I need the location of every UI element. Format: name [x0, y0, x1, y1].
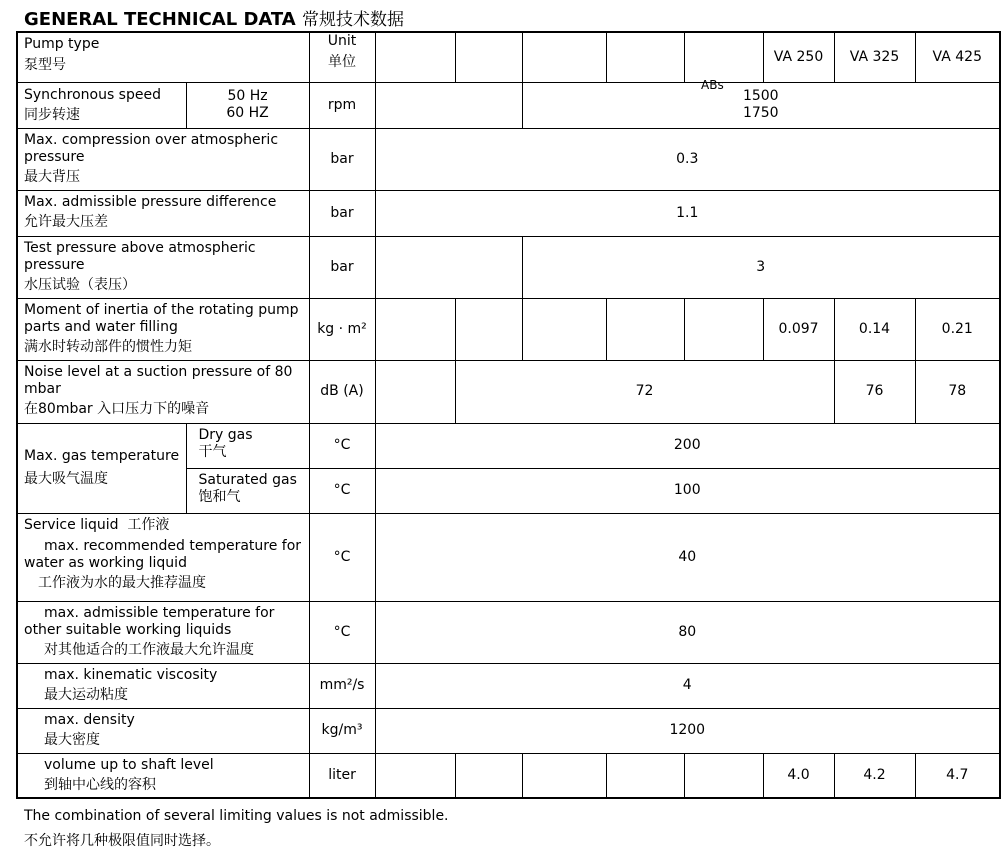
empty-cell [522, 32, 606, 82]
pump-type-cell [17, 32, 309, 82]
pressure-diff-unit: bar [309, 190, 375, 236]
rec-temp-en: max. recommended temperature for water as working liquid [24, 537, 302, 571]
adm-temp-value: 80 [375, 601, 1000, 663]
service-adm-temp-row [17, 601, 1000, 663]
pressure-diff-row [17, 190, 1000, 236]
service-adm-temp-label: max. admissible temperature for other suitable working liquids 对其他适合的工作液最大允许温度 [17, 601, 309, 663]
technical-data-table [16, 31, 1001, 799]
empty-cell [684, 298, 763, 360]
viscosity-value: 4 [375, 663, 1000, 708]
pump-type-label-cn: 泵型号 [24, 57, 66, 73]
compression-row [17, 128, 1000, 190]
unit-header: Unit 单位 [309, 32, 375, 82]
rec-temp-value: 40 [375, 513, 1000, 601]
empty-cell [375, 753, 455, 798]
noise-value: 72 [455, 360, 834, 423]
speed-unit: rpm [309, 82, 375, 128]
volume-va325: 4.2 [834, 753, 915, 798]
empty-cell [455, 32, 522, 82]
saturated-gas-value: 100 [375, 468, 1000, 513]
empty-cell [522, 753, 606, 798]
speed-row [17, 82, 1000, 128]
model-va250: VA 250 [763, 32, 834, 82]
pressure-diff-value: 1.1 [375, 190, 1000, 236]
empty-cell [606, 753, 684, 798]
test-pressure-row [17, 236, 1000, 298]
empty-cell [684, 753, 763, 798]
test-pressure-label: Test pressure above atmospheric pressure 水压试验（表压） [17, 236, 309, 298]
empty-cell [606, 32, 684, 82]
page-title [24, 5, 404, 30]
speed-frequency: 50 Hz 60 HZ [186, 82, 309, 128]
gas-temp-label: Max. gas temperature 最大吸气温度 [17, 423, 186, 513]
compression-value: 0.3 [375, 128, 1000, 190]
inertia-unit: kg · m² [309, 298, 375, 360]
noise-label: Noise level at a suction pressure of 80 mbar 在80mbar 入口压力下的噪音 [17, 360, 309, 423]
service-viscosity-row [17, 663, 1000, 708]
compression-label: Max. compression over atmospheric pressure 最大背压 [17, 128, 309, 190]
pump-type-label: Pump type [24, 36, 100, 52]
test-pressure-unit: bar [309, 236, 375, 298]
dry-gas-label: Dry gas 干气 [186, 423, 309, 468]
dry-gas-unit: °C [309, 423, 375, 468]
service-density-row [17, 708, 1000, 753]
volume-label: volume up to shaft level 到轴中心线的容积 [17, 753, 309, 798]
compression-unit: bar [309, 128, 375, 190]
service-volume-row [17, 753, 1000, 798]
noise-unit: dB (A) [309, 360, 375, 423]
volume-unit: liter [309, 753, 375, 798]
noise-va325: 76 [834, 360, 915, 423]
footnote-en: The combination of several limiting values is not admissible. [24, 808, 449, 824]
inertia-va325: 0.14 [834, 298, 915, 360]
inertia-label: Moment of inertia of the rotating pump parts and water filling 满水时转动部件的惯性力矩 [17, 298, 309, 360]
density-label: max. density 最大密度 [17, 708, 309, 753]
volume-va250: 4.0 [763, 753, 834, 798]
noise-va425: 78 [915, 360, 1000, 423]
service-rec-temp-label: Service liquid 工作液 max. recommended temperature for water as working liquid 工作液为水的最大推荐温度 [17, 513, 309, 601]
title-en: GENERAL TECHNICAL DATA [24, 9, 296, 30]
viscosity-unit: mm²/s [309, 663, 375, 708]
empty-cell [375, 236, 522, 298]
speed-label: Synchronous speed 同步转速 [17, 82, 186, 128]
empty-cell [455, 298, 522, 360]
footnote-cn: 不允许将几种极限值同时选择。 [24, 833, 220, 849]
empty-cell [455, 753, 522, 798]
rec-temp-unit: °C [309, 513, 375, 601]
service-rec-temp-row [17, 513, 1000, 601]
density-value: 1200 [375, 708, 1000, 753]
saturated-gas-label: Saturated gas 饱和气 [186, 468, 309, 513]
empty-cell [684, 32, 763, 82]
stray-mark: ABs [701, 78, 724, 92]
dry-gas-value: 200 [375, 423, 1000, 468]
adm-temp-unit: °C [309, 601, 375, 663]
adm-temp-en: max. admissible temperature for other suitable working liquids [24, 604, 275, 638]
empty-cell [375, 32, 455, 82]
service-liquid-heading: Service liquid 工作液 [24, 516, 170, 533]
empty-cell [375, 360, 455, 423]
density-unit: kg/m³ [309, 708, 375, 753]
gas-temp-dry-row [17, 423, 1000, 468]
saturated-gas-unit: °C [309, 468, 375, 513]
noise-row [17, 360, 1000, 423]
viscosity-label: max. kinematic viscosity 最大运动粘度 [17, 663, 309, 708]
empty-cell [375, 82, 522, 128]
title-cn: 常规技术数据 [302, 10, 405, 30]
empty-cell [522, 298, 606, 360]
speed-value: 1500 1750 [522, 82, 1000, 128]
test-pressure-value: 3 [522, 236, 1000, 298]
inertia-va425: 0.21 [915, 298, 1000, 360]
empty-cell [375, 298, 455, 360]
volume-va425: 4.7 [915, 753, 1000, 798]
model-va425: VA 425 [915, 32, 1000, 82]
inertia-row [17, 298, 1000, 360]
empty-cell [606, 298, 684, 360]
header-row [17, 32, 1000, 82]
inertia-va250: 0.097 [763, 298, 834, 360]
pressure-diff-label: Max. admissible pressure difference 允许最大压差 [17, 190, 309, 236]
model-va325: VA 325 [834, 32, 915, 82]
